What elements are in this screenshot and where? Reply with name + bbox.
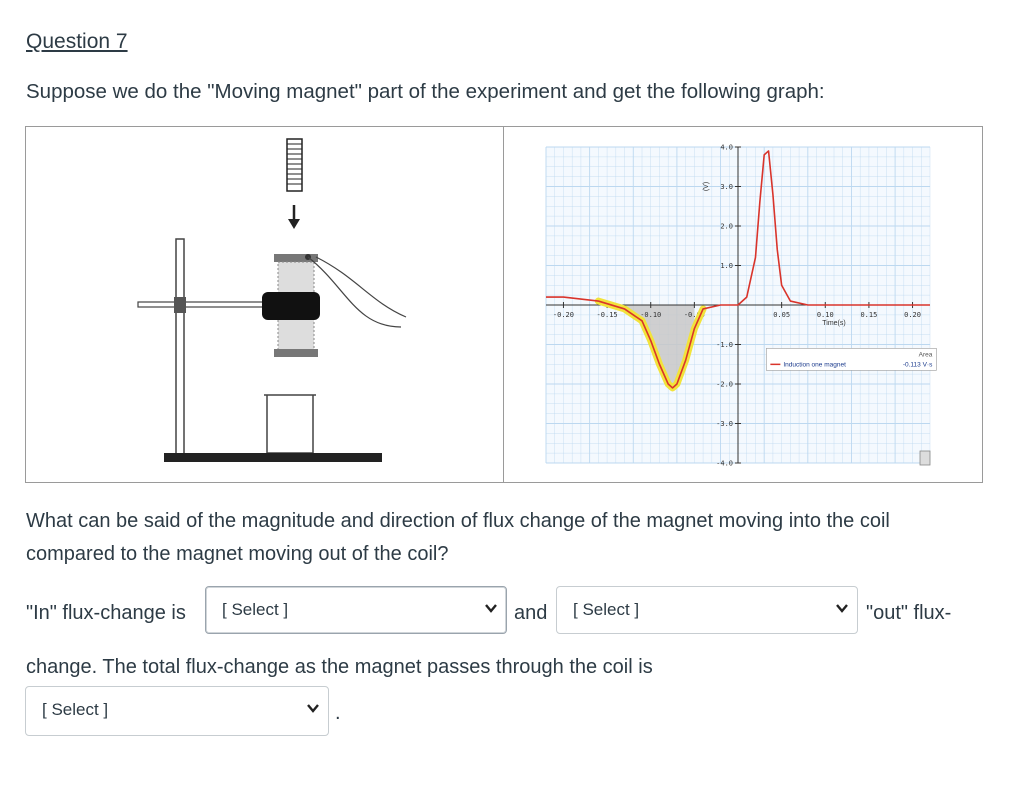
total-flux-select-value: [ Select ] bbox=[42, 700, 109, 719]
question-body bbox=[26, 505, 986, 571]
apparatus-illustration bbox=[26, 127, 503, 482]
and-label: and bbox=[514, 602, 548, 624]
question-body-line-1: What can be said of the magnitude and direction of flux change of the magnet moving into the coil bbox=[26, 510, 890, 532]
question-title: Question 7 bbox=[26, 30, 128, 53]
wire bbox=[316, 257, 406, 317]
question-prompt: Suppose we do the "Moving magnet" part of the experiment and get the following graph: bbox=[26, 80, 825, 103]
out-flux-select[interactable] bbox=[556, 586, 858, 634]
chevron-down-icon bbox=[835, 601, 849, 615]
stand-clamp bbox=[174, 297, 186, 313]
down-arrow-icon bbox=[288, 205, 300, 229]
x-tick-label: -0.20 bbox=[552, 311, 574, 319]
x-tick-label: 0.05 bbox=[773, 311, 791, 319]
out-flux-label: "out" flux- bbox=[866, 602, 952, 624]
sentence-period: . bbox=[335, 702, 341, 724]
x-axis-label: Time(s) bbox=[822, 320, 846, 327]
stand-base bbox=[164, 453, 382, 462]
voltage-time-chart bbox=[504, 127, 982, 482]
in-flux-select[interactable] bbox=[205, 586, 507, 634]
in-flux-label: "In" flux-change is bbox=[26, 602, 186, 624]
x-tick-label: -0.05 bbox=[683, 311, 705, 319]
stand-pole bbox=[176, 239, 184, 457]
chevron-down-icon bbox=[306, 701, 320, 715]
y-tick-label: -1.0 bbox=[716, 341, 733, 349]
x-tick-label: 0.20 bbox=[904, 311, 921, 319]
total-flux-label: change. The total flux-change as the magnet passes through the coil is bbox=[26, 656, 653, 678]
coil-icon bbox=[262, 254, 320, 357]
y-axis-label: (V) bbox=[703, 181, 710, 192]
y-tick-label: -3.0 bbox=[716, 420, 733, 428]
x-tick-label: -0.10 bbox=[640, 311, 662, 319]
y-tick-label: 1.0 bbox=[720, 262, 733, 270]
chevron-down-icon bbox=[484, 601, 498, 615]
y-tick-label: -4.0 bbox=[716, 459, 733, 468]
out-flux-select-value: [ Select ] bbox=[573, 600, 640, 619]
total-flux-select[interactable] bbox=[25, 686, 329, 736]
graph-figure bbox=[504, 127, 982, 482]
question-body-line-2: compared to the magnet moving out of the coil? bbox=[26, 543, 449, 565]
falling-magnet-icon bbox=[287, 139, 302, 191]
y-tick-label: 3.0 bbox=[720, 183, 733, 191]
wire bbox=[308, 257, 401, 327]
y-tick-label: 2.0 bbox=[720, 222, 733, 231]
figure-table bbox=[25, 126, 983, 483]
y-tick-label: -2.0 bbox=[716, 380, 733, 389]
apparatus-figure bbox=[26, 127, 504, 482]
x-tick-label: -0.15 bbox=[596, 311, 618, 319]
x-tick-label: 0.15 bbox=[860, 311, 878, 319]
annotation-value: -0.113 V·s bbox=[902, 361, 933, 369]
in-flux-select-value: [ Select ] bbox=[222, 600, 289, 619]
annotation-label: Area bbox=[918, 351, 933, 359]
x-tick-label: 0.10 bbox=[816, 311, 834, 319]
y-tick-label: 4.0 bbox=[720, 143, 733, 152]
legend-entry: Induction one magnet bbox=[783, 361, 846, 369]
beaker-icon bbox=[264, 395, 316, 453]
chart-resize-handle bbox=[920, 451, 930, 465]
